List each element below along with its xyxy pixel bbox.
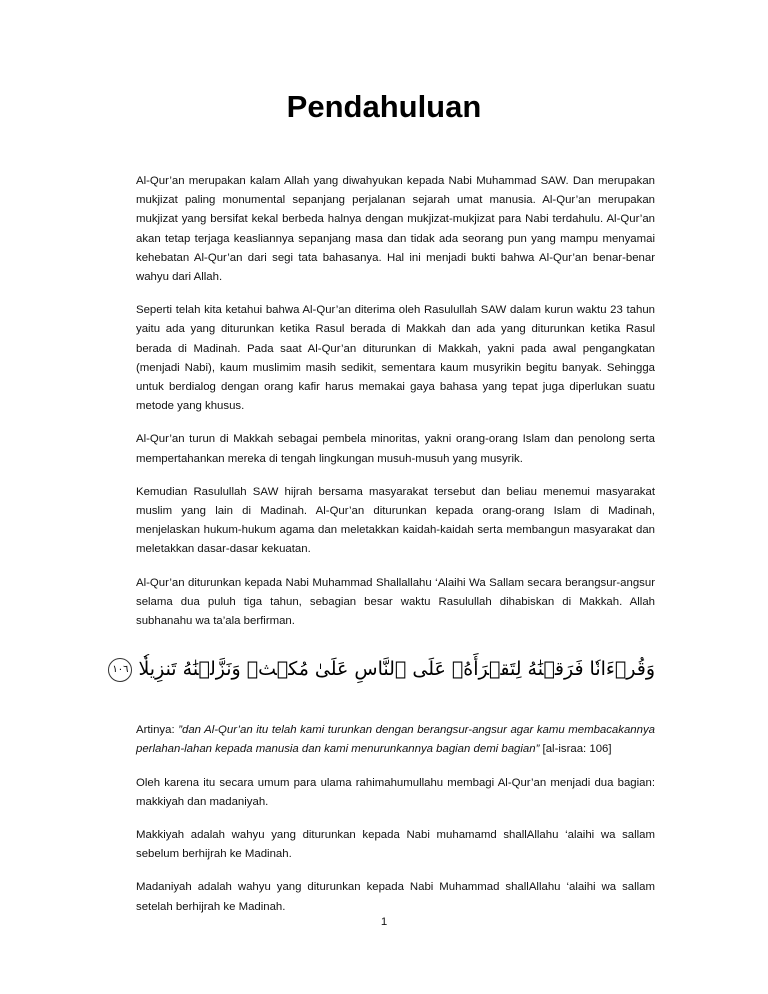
paragraph-translation bbox=[136, 721, 655, 759]
page-number: 1 bbox=[380, 916, 388, 928]
translation-label: Artinya: bbox=[136, 724, 179, 737]
paragraph-intro: Al-Qur’an merupakan kalam Allah yang diwahyukan kepada Nabi Muhammad SAW. Dan merupakan mukjizat paling monumental sepanjang perjalanan sejarah umat manusia. Al-Qur’an merupakan mukjizat yang bersifat kekal berbeda halnya dengan mukjizat-mukjizat para Nabi terdahulu. Al-Qur’an akan tetap terjaga keasliannya sepanjang masa dan tidak ada seorang pun yang mampu menyamai kehebatan Al-Qur’an dari segi tata bahasanya. Hal ini menjadi bukti bahwa Al-Qur’an benar-benar wahyu dari Allah. bbox=[136, 175, 655, 284]
paragraph-makkiyah: Makkiyah adalah wahyu yang diturunkan kepada Nabi muhamamd shallAllahu ‘alaihi wa sallam sebelum berhijrah ke Madinah. bbox=[136, 829, 655, 861]
paragraph-classification: Oleh karena itu secara umum para ulama rahimahumullahu membagi Al-Qur’an menjadi dua bagian: makkiyah dan madaniyah. bbox=[136, 776, 655, 808]
arabic-verse-text: وَقُرۡءَانٗا فَرَقۡنَٰهُ لِتَقۡرَأَهُۥ عَلَى ٱلنَّاسِ عَلَىٰ مُكۡثٖ وَنَزَّلۡنَٰهُ تَنزِيلٗا bbox=[138, 658, 655, 681]
paragraph-madaniyah: Madaniyah adalah wahyu yang diturunkan kepada Nabi Muhammad shallAllahu ‘alaihi wa sallam setelah berhijrah ke Madinah. bbox=[136, 881, 655, 913]
ayah-number-marker: ١٠٦ bbox=[108, 658, 132, 682]
document-body bbox=[112, 172, 655, 931]
page-title: Pendahuluan bbox=[286, 89, 482, 124]
paragraph-madinah: Kemudian Rasulullah SAW hijrah bersama masyarakat tersebut dan beliau menemui masyarakat muslim yang lain di Madinah. Al-Qur’an diturunkan kepada orang-orang Islam di Madinah, menjelaskan hukum-hukum agama dan meletakkan kaidah-kaidah serta membangun masyarakat dan meletakkan dasar-dasar kekuatan. bbox=[136, 485, 655, 556]
paragraph-gradual-revelation: Al-Qur’an diturunkan kepada Nabi Muhammad Shallallahu ‘Alaihi Wa Sallam secara berangsur-angsur selama dua puluh tiga tahun, sebagian besar waktu Rasulullah dihabiskan di Makkah. Allah subhanahu wa ta’ala berfirman. bbox=[136, 576, 655, 628]
paragraph-makkah: Al-Qur’an turun di Makkah sebagai pembela minoritas, yakni orang-orang Islam dan penolong serta mempertahankan mereka di tengah lingkungan musuh-musuh yang musyrik. bbox=[136, 433, 655, 465]
paragraph-revelation-period: Seperti telah kita ketahui bahwa Al-Qur’an diterima oleh Rasulullah SAW dalam kurun waktu 23 tahun yaitu ada yang diturunkan ketika Rasul berada di Makkah dan ada yang diturunkan ketika Rasul berada di Madinah. Pada saat Al-Qur’an diturunkan di Makkah, yakni pada awal pengangkatan (menjadi Nabi), kaum muslimim masih sedikit, sementara kaum musyrikin begitu banyak. Sehingga untuk berdialog dengan orang kafir harus memakai gaya bahasa yang tepat juga diperlukan suatu metode yang khusus. bbox=[136, 304, 655, 413]
translation-reference: [al-israa: 106] bbox=[539, 743, 612, 756]
translation-text: ”dan Al-Qur’an itu telah kami turunkan dengan berangsur-angsur agar kamu membacakannya perlahan-lahan kepada manusia dan kami menurunkannya bagian demi bagian” bbox=[136, 724, 655, 756]
quran-verse bbox=[112, 655, 655, 683]
